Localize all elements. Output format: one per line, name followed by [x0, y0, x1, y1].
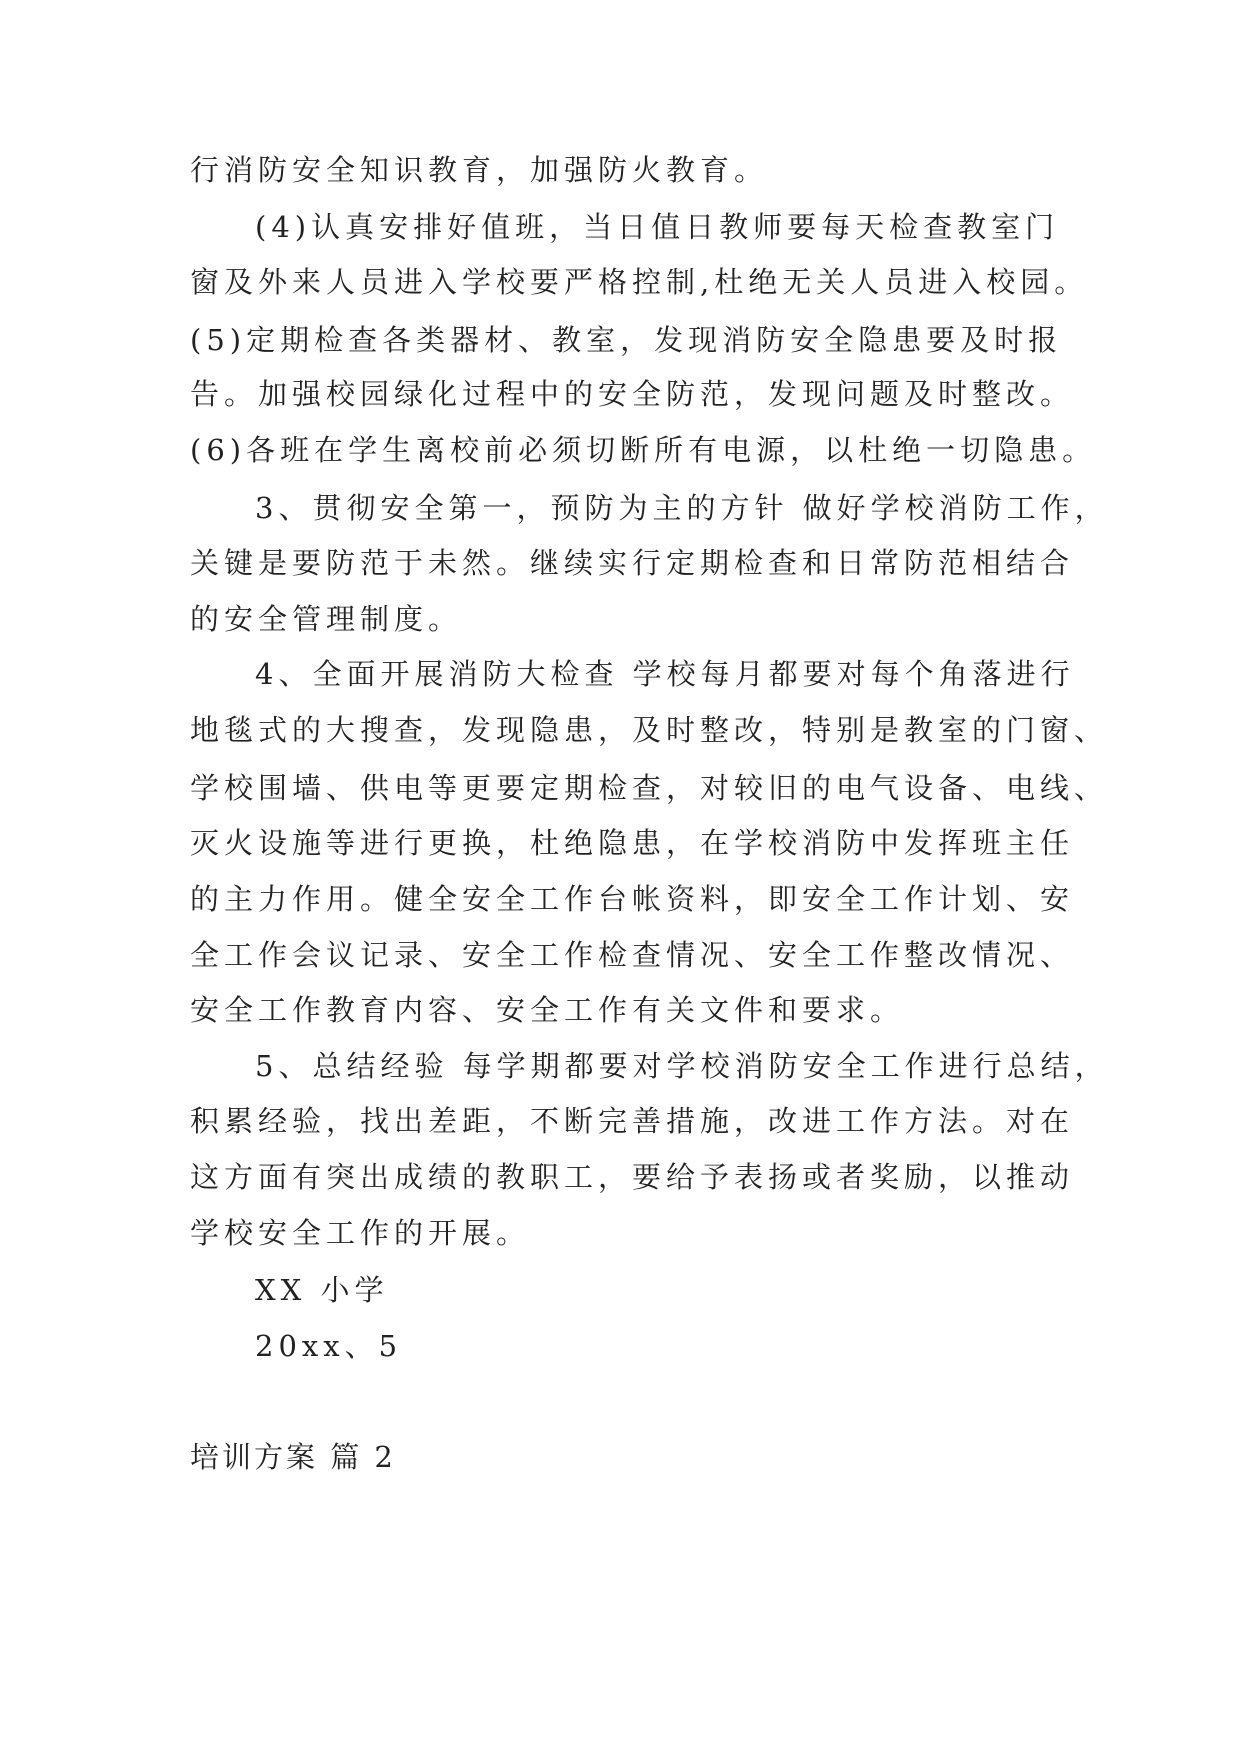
paragraph-line: 积累经验，找出差距，不断完善措施，改进工作方法。对在 [190, 1104, 1075, 1138]
paragraph-line: (4)认真安排好值班，当日值日教师要每天检查教室门 [255, 210, 1060, 244]
paragraph-line: 5、总结经验 每学期都要对学校消防安全工作进行总结， [255, 1049, 1109, 1083]
paragraph-line: 4、全面开展消防大检查 学校每月都要对每个角落进行 [255, 657, 1075, 691]
paragraph-line: 的安全管理制度。 [190, 602, 463, 636]
paragraph-line: 行消防安全知识教育，加强防火教育。 [190, 153, 769, 187]
signature-school: XX 小学 [255, 1273, 389, 1307]
paragraph-line: 关键是要防范于未然。继续实行定期检查和日常防范相结合 [190, 546, 1075, 580]
paragraph-line: (6)各班在学生离校前必须切断所有电源，以杜绝一切隐患。 [190, 433, 1097, 467]
paragraph-line: 告。加强校园绿化过程中的安全防范，发现问题及时整改。 [190, 377, 1075, 411]
paragraph-line: 这方面有突出成绩的教职工，要给予表扬或者奖励，以推动 [190, 1160, 1075, 1194]
paragraph-line: 学校围墙、供电等更要定期检查，对较旧的电气设备、电线、 [190, 771, 1109, 805]
paragraph-line: 窗及外来人员进入学校要严格控制,杜绝无关人员进入校园。 [190, 265, 1089, 299]
section-heading: 培训方案 篇 2 [190, 1440, 396, 1474]
paragraph-line: 全工作会议记录、安全工作检查情况、安全工作整改情况、 [190, 938, 1075, 972]
paragraph-line: 地毯式的大搜查，发现隐患，及时整改，特别是教室的门窗、 [190, 713, 1109, 747]
paragraph-line: 灭火设施等进行更换，杜绝隐患，在学校消防中发挥班主任 [190, 826, 1075, 860]
paragraph-line: 3、贯彻安全第一，预防为主的方针 做好学校消防工作， [255, 491, 1109, 525]
paragraph-line: 学校安全工作的开展。 [190, 1216, 531, 1250]
signature-date: 20xx、5 [255, 1329, 403, 1363]
paragraph-line: 的主力作用。健全安全工作台帐资料，即安全工作计划、安 [190, 882, 1075, 916]
paragraph-line: (5)定期检查各类器材、教室，发现消防安全隐患要及时报 [190, 323, 1063, 357]
paragraph-line: 安全工作教育内容、安全工作有关文件和要求。 [190, 993, 905, 1027]
